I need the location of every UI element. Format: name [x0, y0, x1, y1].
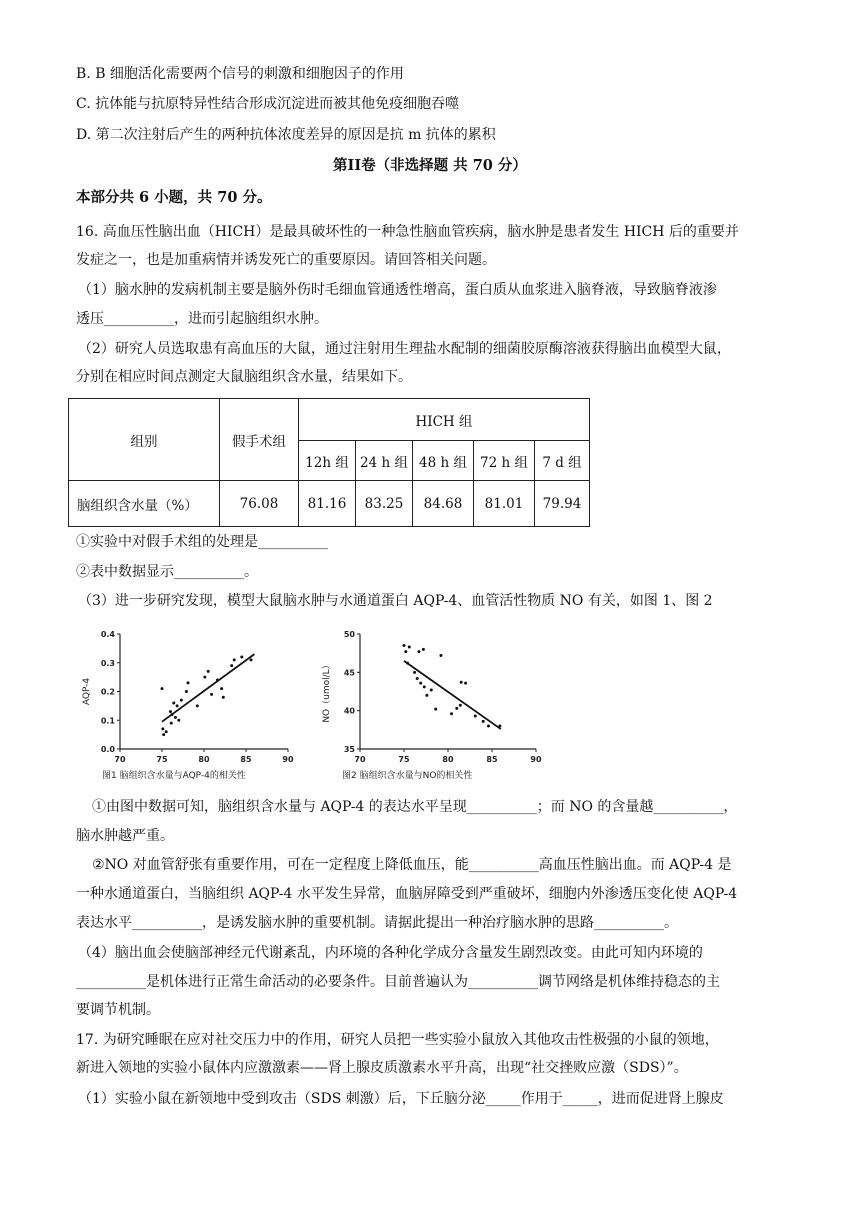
option-b: B. B 细胞活化需要两个信号的刺激和细胞因子的作用: [76, 66, 404, 82]
table-subheader: 12h 组: [299, 441, 356, 481]
data-point: [207, 670, 210, 673]
x-tick-label: 80: [442, 755, 454, 764]
q16-part3-line3: ②NO 对血管舒张有重要作用，可在一定程度上降低血压，能__________高血压性脑出血。而 AQP-4 是: [92, 857, 732, 873]
x-tick-label: 80: [198, 755, 210, 764]
q16-part3-line2: 脑水肿越严重。: [76, 828, 174, 844]
data-point: [422, 648, 425, 651]
q16-part3-line1: ①由图中数据可知，脑组织含水量与 AQP-4 的表达水平呈现__________；而 NO 的含量越__________，: [92, 799, 738, 815]
q16-part1-line1: （1）脑水肿的发病机制主要是脑外伤时毛细血管通透性增高，蛋白质从血浆进入脑脊液，导致脑脊液渗: [78, 282, 717, 298]
option-c: C. 抗体能与抗原特异性结合形成沉淀进而被其他免疫细胞吞噬: [76, 96, 460, 112]
q16-intro-line2: 发症之一，也是加重病情并诱发死亡的重要原因。请回答相关问题。: [76, 252, 496, 268]
y-axis-label: AQP-4: [82, 677, 92, 706]
data-point: [419, 682, 422, 685]
y-tick-label: 50: [343, 630, 355, 639]
fit-line: [404, 661, 501, 729]
q16-part4-line2: __________是机体进行正常生命活动的必要条件。目前普遍认为__________调节网络是机体维持稳态的主: [76, 974, 720, 990]
q17-intro-line1: 17. 为研究睡眠在应对社交压力中的作用，研究人员把一些实验小鼠放入其他攻击性极强的小鼠的领地，: [76, 1032, 719, 1048]
data-point: [161, 727, 164, 730]
y-tick-label: 0.0: [100, 745, 115, 754]
data-point: [162, 733, 165, 736]
chart-no: [322, 624, 548, 786]
y-tick-label: 0.4: [100, 630, 115, 639]
data-point: [487, 725, 490, 728]
data-point: [482, 720, 485, 723]
table-cell: 84.68: [413, 481, 474, 527]
data-point: [180, 699, 183, 702]
y-tick-label: 0.1: [100, 716, 115, 726]
data-point: [460, 681, 463, 684]
table-subheader: 48 h 组: [413, 441, 474, 481]
water-content-table: [68, 398, 590, 527]
data-point: [240, 656, 243, 659]
data-point: [464, 682, 467, 685]
table-header-hich: HICH 组: [299, 399, 590, 441]
chart-caption: 图1 脑组织含水量与AQP-4的相关性: [102, 771, 246, 781]
q16-part4-line1: （4）脑出血会使脑部神经元代谢紊乱，内环境的各种化学成分含量发生剧烈改变。由此可知内环境的: [78, 945, 703, 961]
y-axis-label: NO（umol/L）: [322, 660, 332, 723]
y-tick-label: 40: [343, 706, 355, 716]
data-point: [404, 650, 407, 653]
data-point: [177, 719, 180, 722]
data-point: [210, 693, 213, 696]
table-subheader: 7 d 组: [535, 441, 590, 481]
table-cell: 79.94: [535, 481, 590, 527]
table-cell: 81.01: [474, 481, 535, 527]
table-header-sham: 假手术组: [220, 399, 299, 481]
data-point: [455, 707, 458, 710]
data-point: [230, 664, 233, 667]
section-title: 第II卷（非选择题 共 70 分）: [333, 157, 527, 174]
data-point: [176, 704, 179, 707]
x-tick-label: 85: [486, 755, 498, 764]
option-d: D. 第二次注射后产生的两种抗体浓度差异的原因是抗 m 抗体的累积: [76, 127, 496, 143]
data-point: [417, 650, 420, 653]
data-point: [165, 730, 168, 733]
table-cell: 76.08: [220, 481, 299, 527]
data-point: [416, 677, 419, 680]
q16-part4-line3: 要调节机制。: [76, 1002, 160, 1018]
table-subheader: 24 h 组: [356, 441, 413, 481]
chart-caption: 图2 脑组织含水量与NO的相关性: [342, 771, 473, 781]
data-point: [459, 704, 462, 707]
q16-part2-line2: 分别在相应时间点测定大鼠脑组织含水量，结果如下。: [76, 369, 412, 385]
q16-part3: （3）进一步研究发现，模型大鼠脑水肿与水通道蛋白 AQP-4、血管活性物质 NO 有关，如图 1、图 2: [78, 593, 713, 609]
q17-intro-line2: 新进入领地的实验小鼠体内应激激素——肾上腺皮质激素水平升高，出现“社交挫败应激（SDS）”。: [76, 1060, 688, 1076]
data-point: [220, 687, 223, 690]
q16-part3-line4: 一种水通道蛋白，当脑组织 AQP-4 水平发生异常，血脑屏障受到严重破坏，细胞内外渗透压变化使 AQP-4: [76, 886, 738, 902]
data-point: [413, 671, 416, 674]
x-tick-label: 70: [114, 755, 126, 764]
data-point: [250, 658, 253, 661]
data-point: [408, 646, 411, 649]
table-row-label: 脑组织含水量（%）: [69, 481, 220, 527]
y-tick-label: 45: [343, 668, 355, 678]
data-point: [203, 676, 206, 679]
data-point: [185, 690, 188, 693]
data-point: [187, 681, 190, 684]
y-tick-label: 0.2: [100, 687, 115, 697]
q16-part2-line1: （2）研究人员选取患有高血压的大鼠，通过注射用生理盐水配制的细菌胶原酶溶液获得脑出血模型大鼠，: [78, 341, 731, 357]
data-point: [423, 685, 426, 688]
table-cell: 81.16: [299, 481, 356, 527]
y-tick-label: 0.3: [100, 658, 115, 668]
q16-intro-line1: 16. 高血压性脑出血（HICH）是最具破坏性的一种急性脑血管疾病，脑水肿是患者发生 HICH 后的重要并: [76, 224, 739, 240]
data-point: [425, 694, 428, 697]
data-point: [170, 722, 173, 725]
data-point: [172, 702, 175, 705]
data-point: [450, 712, 453, 715]
x-tick-label: 85: [240, 755, 252, 764]
table-header-group: 组别: [69, 399, 220, 481]
data-point: [169, 710, 172, 713]
q16-subq2: ②表中数据显示__________。: [76, 564, 258, 580]
x-tick-label: 70: [354, 755, 366, 764]
table-cell: 83.25: [356, 481, 413, 527]
section-note: 本部分共 6 小题，共 70 分。: [76, 189, 272, 206]
data-point: [161, 687, 164, 690]
data-point: [174, 716, 177, 719]
fit-line: [162, 654, 254, 722]
x-tick-label: 90: [530, 755, 542, 764]
chart-aqp4: [80, 624, 300, 786]
q16-part3-line5: 表达水平__________，是诱发脑水肿的重要机制。请据此提出一种治疗脑水肿的思路__________。: [76, 915, 678, 931]
x-tick-label: 75: [156, 755, 168, 764]
data-point: [403, 644, 406, 647]
data-point: [430, 688, 433, 691]
data-point: [474, 715, 477, 718]
q16-part1-line2: 透压__________，进而引起脑组织水肿。: [76, 311, 328, 327]
x-tick-label: 75: [398, 755, 410, 764]
q17-part1: （1）实验小鼠在新领地中受到攻击（SDS 刺激）后，下丘脑分泌_____作用于_____，进而促进肾上腺皮: [78, 1091, 724, 1107]
table-subheader: 72 h 组: [474, 441, 535, 481]
data-point: [196, 704, 199, 707]
x-tick-label: 90: [282, 755, 294, 764]
data-point: [434, 708, 437, 711]
data-point: [222, 696, 225, 699]
q16-subq1: ①实验中对假手术组的处理是__________: [76, 534, 328, 550]
data-point: [233, 658, 236, 661]
y-tick-label: 35: [343, 745, 355, 754]
data-point: [439, 654, 442, 657]
